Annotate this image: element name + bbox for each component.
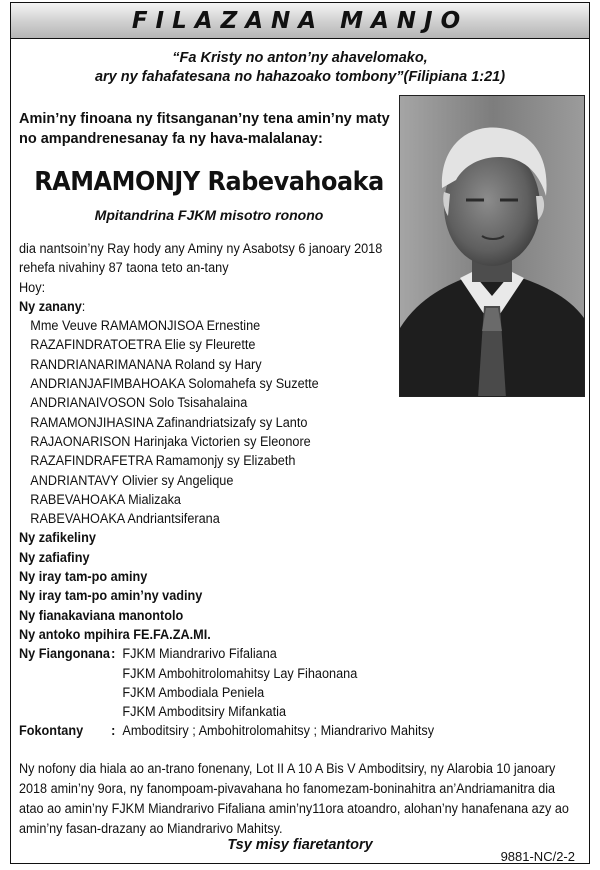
list-item: ANDRIANAIVOSON Solo Tsisahalaina	[30, 395, 248, 411]
notice-title: FILAZANA MANJO	[131, 7, 469, 34]
funeral-details	[19, 759, 589, 839]
list-item: RAZAFINDRATOETRA Elie sy Fleurette	[30, 337, 256, 353]
notice-frame	[10, 2, 590, 864]
relative-group: Ny zafiafiny	[19, 549, 90, 565]
list-item: RABEVAHOAKA Mializaka	[30, 491, 181, 507]
fiangonana-row	[19, 644, 434, 663]
list-item: Mme Veuve RAMAMONJISOA Ernestine	[30, 318, 261, 334]
intro-text: Amin’ny finoana ny fitsanganan’ny tena amin’ny maty no ampandrenesanay fa ny hava-malalanay:	[19, 111, 390, 147]
relative-group: Ny iray tam-po amin’ny vadiny	[19, 588, 203, 604]
fokontany-colon: :	[111, 723, 116, 739]
list-item: FJKM Ambohitrolomahitsy Lay Fihaonana	[122, 665, 358, 681]
fiangonana-colon: :	[111, 646, 116, 662]
bible-verse-line-2: ary ny fahafatesana no hahazoako tombony”(Filipiana 1:21)	[94, 69, 506, 85]
list-item: RABEVAHOAKA Andriantsiferana	[30, 511, 220, 527]
funeral-details-line-1: Ny nofony dia hiala ao an-trano fonenany, Lot II A 10 A Bis V Amboditsiry, ny Alarobia 10 janoary	[19, 761, 556, 776]
zanany-heading	[19, 297, 434, 316]
zanany-colon: :	[81, 298, 86, 314]
funeral-details-line-2: 2018 amin’ny 9ora, ny fanompoam-pivavahana ho fanomezam-boninahitra an’Andriamanitra dia	[19, 781, 556, 796]
fokontany-row	[19, 721, 434, 740]
relative-group: Ny iray tam-po aminy	[19, 569, 148, 585]
list-item: FJKM Amboditsiry Mifankatia	[122, 704, 287, 720]
relative-group: Ny zafikeliny	[19, 530, 96, 546]
announcement-line-1: dia nantsoin’ny Ray hody any Aminy ny Asabotsy 6 janoary 2018	[19, 241, 383, 256]
announcement-line-2: rehefa nivahiny 87 taona teto an-tany	[19, 260, 229, 276]
bible-verse-line-1: “Fa Kristy no anton’ny ahavelomako,	[172, 50, 428, 66]
list-item: RAJAONARISON Harinjaka Victorien sy Eleonore	[30, 433, 311, 449]
fokontany-value: Amboditsiry ; Ambohitrolomahitsy ; Miandrarivo Mahitsy	[122, 723, 435, 739]
relative-group: Ny antoko mpihira FE.FA.ZA.MI.	[19, 626, 211, 642]
family-list	[19, 239, 434, 741]
hoy-label: Hoy:	[19, 279, 46, 295]
closing-text: Tsy misy fiaretantory	[227, 837, 373, 853]
list-item: FJKM Miandrarivo Fifaliana	[122, 646, 277, 662]
fiangonana-label: Ny Fiangonana	[19, 646, 110, 662]
zanany-label: Ny zanany	[19, 298, 82, 314]
deceased-name: RAMAMONJY Rabevahoaka	[34, 167, 384, 197]
list-item: RANDRIANARIMANANA Roland sy Hary	[30, 356, 262, 372]
funeral-details-line-3: atao ao amin’ny FJKM Miandrarivo Fifaliana amin’ny11ora atoandro, alohan’ny hanafenana azy ao	[19, 801, 569, 816]
list-item: FJKM Ambodiala Peniela	[122, 684, 265, 700]
list-item: ANDRIANJAFIMBAHOAKA Solomahefa sy Suzette	[30, 376, 319, 392]
list-item: RAMAMONJIHASINA Zafinandriatsizafy sy Lanto	[30, 414, 308, 430]
list-item: ANDRIANTAVY Olivier sy Angelique	[30, 472, 234, 488]
list-item: RAZAFINDRAFETRA Ramamonjy sy Elizabeth	[30, 453, 296, 469]
reference-code: 9881-NC/2-2	[500, 849, 575, 864]
fokontany-label: Fokontany	[19, 723, 84, 739]
funeral-details-line-4: amin’ny fasan-drazany ao Miandrarivo Mahitsy.	[19, 821, 283, 836]
header-banner	[11, 3, 589, 39]
deceased-title: Mpitandrina FJKM misotro ronono	[94, 207, 324, 223]
relative-group: Ny fianakaviana manontolo	[19, 607, 184, 623]
